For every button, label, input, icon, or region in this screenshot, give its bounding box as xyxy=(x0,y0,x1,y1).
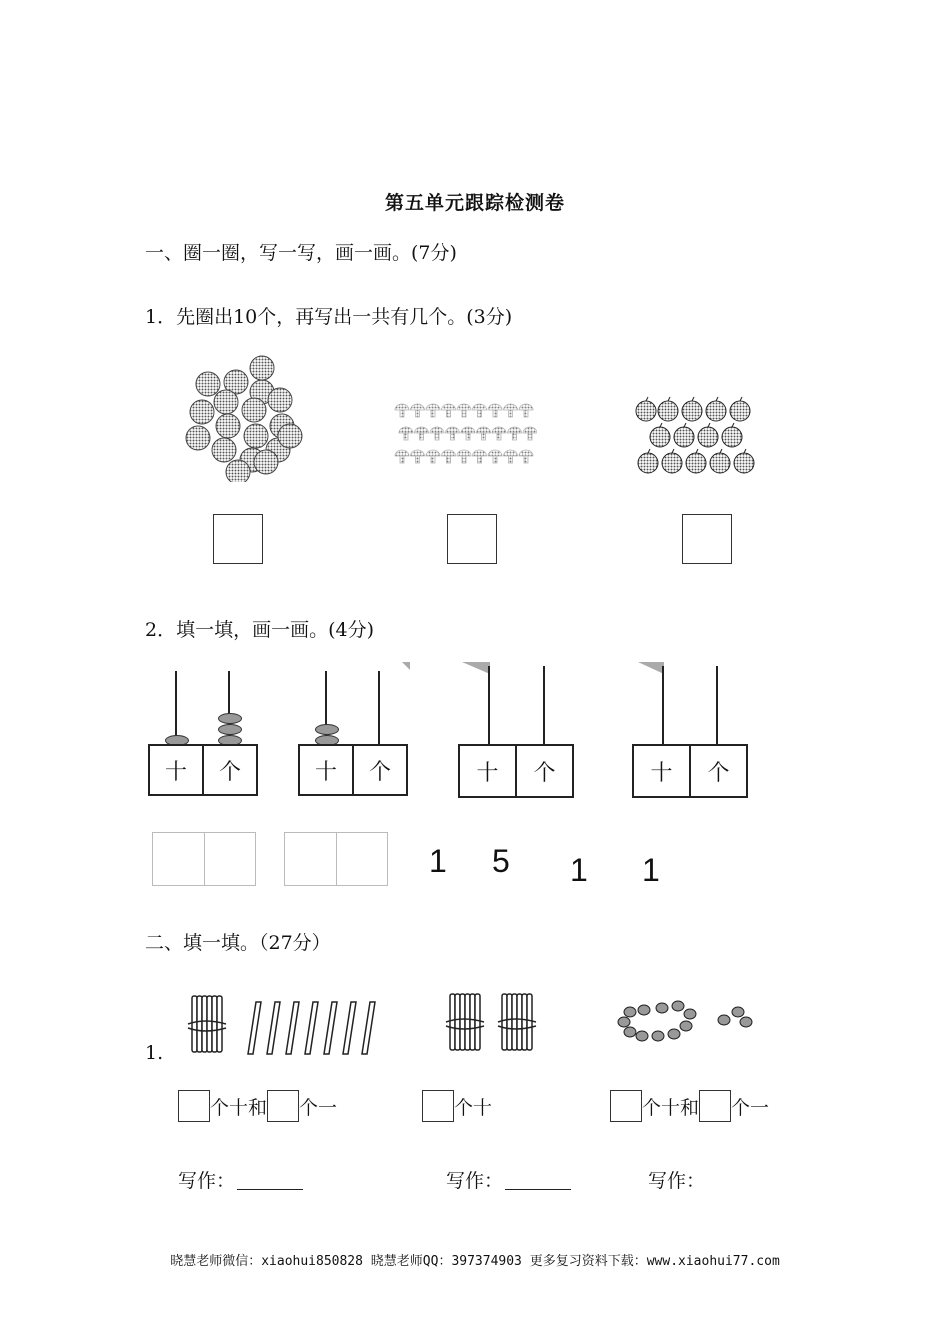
loose-bead xyxy=(718,1015,730,1025)
ball xyxy=(196,372,220,396)
apple-stem xyxy=(692,397,694,401)
ring-bead xyxy=(656,1003,668,1013)
ring-bead xyxy=(636,1031,648,1041)
stick xyxy=(527,994,532,1050)
apple-stem xyxy=(648,449,650,453)
abacus1-tens-rod xyxy=(175,671,177,745)
corner-mark-icon xyxy=(638,662,664,674)
answer-box-tens[interactable] xyxy=(610,1090,642,1122)
apple xyxy=(710,453,730,473)
mushroom-stem xyxy=(509,410,513,417)
apple-stem xyxy=(668,397,670,401)
mushroom-stem xyxy=(466,433,470,440)
abacus2-place-table xyxy=(298,744,408,796)
ball xyxy=(226,460,250,482)
apple xyxy=(674,427,694,447)
mushroom-stem xyxy=(431,410,435,417)
apple-stem xyxy=(660,423,662,427)
apple xyxy=(686,453,706,473)
apple xyxy=(650,427,670,447)
single-stick xyxy=(305,1002,318,1054)
mushroom-stem xyxy=(482,433,486,440)
ring-bead xyxy=(624,1007,636,1017)
ball xyxy=(242,398,266,422)
mushroom xyxy=(504,404,518,410)
write-ones-cell[interactable] xyxy=(336,833,388,885)
ring-bead xyxy=(618,1017,630,1027)
mushroom xyxy=(411,404,425,410)
mushroom xyxy=(426,450,440,456)
ring-bead xyxy=(652,1031,664,1041)
mushroom-stem xyxy=(524,456,528,463)
ball xyxy=(254,450,278,474)
fill-row-1 xyxy=(178,1090,337,1122)
apple-stem xyxy=(672,449,674,453)
write-tens-cell[interactable] xyxy=(153,833,204,885)
mushroom-stem xyxy=(528,433,532,440)
ball xyxy=(278,424,302,448)
abacus4-place-table xyxy=(632,744,748,798)
single-stick xyxy=(324,1002,337,1054)
ring-bead xyxy=(672,1001,684,1011)
section2-heading: 二、填一填。（27分） xyxy=(145,932,331,954)
ring-bead xyxy=(680,1021,692,1031)
write-as-label: 写作： xyxy=(648,1170,706,1192)
bead xyxy=(218,724,242,735)
apple-stem xyxy=(732,423,734,427)
mushroom-stem xyxy=(462,456,466,463)
single-stick xyxy=(362,1002,375,1054)
mushroom xyxy=(473,450,487,456)
write-as-row-2 xyxy=(446,1166,571,1193)
answer-box-ones[interactable] xyxy=(699,1090,731,1122)
mushroom-stem xyxy=(416,456,420,463)
apple xyxy=(706,401,726,421)
mushroom xyxy=(477,427,491,433)
answer-box-apples[interactable] xyxy=(682,514,732,564)
stick xyxy=(217,996,222,1052)
tens-label: 十 xyxy=(650,760,673,786)
mushroom xyxy=(508,427,522,433)
given-digit: 1 xyxy=(570,852,588,888)
apple-stem xyxy=(740,397,742,401)
ball xyxy=(268,388,292,412)
apple xyxy=(638,453,658,473)
ring-bead xyxy=(624,1027,636,1037)
tens-label: 十 xyxy=(164,759,187,785)
mushroom-stem xyxy=(493,456,497,463)
apple-stem xyxy=(744,449,746,453)
ring-bead xyxy=(638,1005,650,1015)
tens-label: 十 xyxy=(476,760,499,786)
mushroom-stem xyxy=(420,433,424,440)
write-as-blank[interactable] xyxy=(505,1169,571,1190)
write-ones-cell[interactable] xyxy=(204,833,256,885)
mushroom xyxy=(411,450,425,456)
mushroom xyxy=(399,427,413,433)
loose-bead xyxy=(732,1007,744,1017)
footer-contact: 晓慧老师微信：xiaohui850828 晓慧老师QQ：397374903 更多复习资料下载：www.xiaohui77.com xyxy=(170,1254,780,1269)
ones-label: 个 xyxy=(202,746,256,794)
ball xyxy=(212,438,236,462)
ball xyxy=(244,424,268,448)
apple xyxy=(636,401,656,421)
apple-stem xyxy=(720,449,722,453)
mushroom-stem xyxy=(497,433,501,440)
write-box-1[interactable] xyxy=(152,832,256,886)
mushroom-stem xyxy=(416,410,420,417)
single-stick xyxy=(343,1002,356,1054)
section1-heading: 一、圈一圈，写一写，画一画。(7分) xyxy=(145,242,457,264)
answer-box-tens[interactable] xyxy=(422,1090,454,1122)
ones-label: 个 xyxy=(515,746,572,796)
apple xyxy=(698,427,718,447)
fill-row-3 xyxy=(610,1090,769,1122)
apple xyxy=(682,401,702,421)
ge-yi-label: 个一 xyxy=(731,1096,770,1119)
apple xyxy=(658,401,678,421)
mushroom xyxy=(473,404,487,410)
mushroom-stem xyxy=(435,433,439,440)
mushroom-stem xyxy=(404,433,408,440)
answer-box-mushrooms[interactable] xyxy=(447,514,497,564)
apple-stem xyxy=(684,423,686,427)
bead xyxy=(218,713,242,724)
apple-stem xyxy=(646,397,648,401)
mushroom xyxy=(395,404,409,410)
write-as-row-3 xyxy=(648,1166,705,1193)
abacus3-place-table xyxy=(458,744,574,798)
mushroom-stem xyxy=(400,456,404,463)
mushroom-stem xyxy=(447,456,451,463)
abacus3-tens-rod xyxy=(488,666,490,745)
ball xyxy=(186,426,210,450)
given-digit: 5 xyxy=(492,843,510,879)
mushrooms-picture xyxy=(392,400,537,472)
page-title: 第五单元跟踪检测卷 xyxy=(384,192,565,214)
mushroom xyxy=(395,450,409,456)
given-digit: 1 xyxy=(429,843,447,879)
mushroom-stem xyxy=(513,433,517,440)
ball xyxy=(250,356,274,380)
sticks-bundle-picture xyxy=(184,992,380,1058)
apple xyxy=(730,401,750,421)
ge-shi-he-label: 个十和 xyxy=(642,1096,700,1119)
ball xyxy=(216,414,240,438)
mushroom xyxy=(442,404,456,410)
write-box-2[interactable] xyxy=(284,832,388,886)
apple xyxy=(722,427,742,447)
question-1-2: 2．填一填，画一画。(4分) xyxy=(145,619,375,641)
two-bundles-picture xyxy=(444,990,548,1056)
write-tens-cell[interactable] xyxy=(285,833,336,885)
mushroom xyxy=(504,450,518,456)
beads-ring-picture xyxy=(616,986,756,1054)
fill-row-2 xyxy=(422,1090,492,1122)
mushroom xyxy=(430,427,444,433)
mushroom xyxy=(415,427,429,433)
apples-picture xyxy=(634,396,766,476)
corner-mark-icon xyxy=(400,662,410,672)
write-as-label: 写作： xyxy=(178,1170,236,1192)
ge-yi-label: 个一 xyxy=(299,1096,338,1119)
question-1-1: 1．先圈出10个，再写出一共有几个。(3分) xyxy=(145,306,513,328)
mushroom-stem xyxy=(462,410,466,417)
mushroom-stem xyxy=(447,410,451,417)
single-stick xyxy=(267,1002,280,1054)
answer-box-tens[interactable] xyxy=(178,1090,210,1122)
mushroom-stem xyxy=(478,410,482,417)
write-as-row-1 xyxy=(178,1166,303,1193)
mushroom-stem xyxy=(493,410,497,417)
write-as-blank[interactable] xyxy=(237,1169,303,1190)
mushroom xyxy=(519,404,533,410)
apple-stem xyxy=(696,449,698,453)
mushroom xyxy=(492,427,506,433)
question-2-1-number: 1. xyxy=(145,1042,164,1064)
ring-bead xyxy=(668,1029,680,1039)
ball xyxy=(190,400,214,424)
single-stick xyxy=(286,1002,299,1054)
mushroom-stem xyxy=(509,456,513,463)
abacus4-ones-rod xyxy=(716,666,718,745)
mushroom-stem xyxy=(400,410,404,417)
bead xyxy=(315,724,339,735)
ge-shi-he-label: 个十和 xyxy=(210,1096,268,1119)
answer-box-balls[interactable] xyxy=(213,514,263,564)
mushroom-stem xyxy=(431,456,435,463)
abacus2-ones-rod xyxy=(378,671,380,745)
apple xyxy=(734,453,754,473)
mushroom-stem xyxy=(451,433,455,440)
mushroom xyxy=(523,427,537,433)
stick xyxy=(475,994,480,1050)
ones-label: 个 xyxy=(689,746,746,796)
mushroom xyxy=(488,404,502,410)
abacus1-place-table xyxy=(148,744,258,796)
abacus3-ones-rod xyxy=(543,666,545,745)
mushroom xyxy=(488,450,502,456)
ge-shi-label: 个十 xyxy=(454,1096,493,1119)
mushroom-stem xyxy=(524,410,528,417)
mushroom xyxy=(461,427,475,433)
ball xyxy=(214,390,238,414)
mushroom xyxy=(442,450,456,456)
apple-stem xyxy=(708,423,710,427)
ring-bead xyxy=(684,1009,696,1019)
mushroom-stem xyxy=(478,456,482,463)
mushroom xyxy=(426,404,440,410)
mushroom xyxy=(446,427,460,433)
ones-label: 个 xyxy=(352,746,406,794)
mushroom xyxy=(457,404,471,410)
answer-box-ones[interactable] xyxy=(267,1090,299,1122)
write-as-label: 写作： xyxy=(446,1170,504,1192)
tens-label: 十 xyxy=(314,759,337,785)
balls-picture xyxy=(180,352,310,482)
single-stick xyxy=(248,1002,261,1054)
corner-mark-icon xyxy=(462,662,490,674)
apple xyxy=(662,453,682,473)
mushroom xyxy=(457,450,471,456)
mushroom xyxy=(519,450,533,456)
loose-bead xyxy=(740,1017,752,1027)
apple-stem xyxy=(716,397,718,401)
abacus4-tens-rod xyxy=(662,666,664,745)
given-digit: 1 xyxy=(642,852,660,888)
